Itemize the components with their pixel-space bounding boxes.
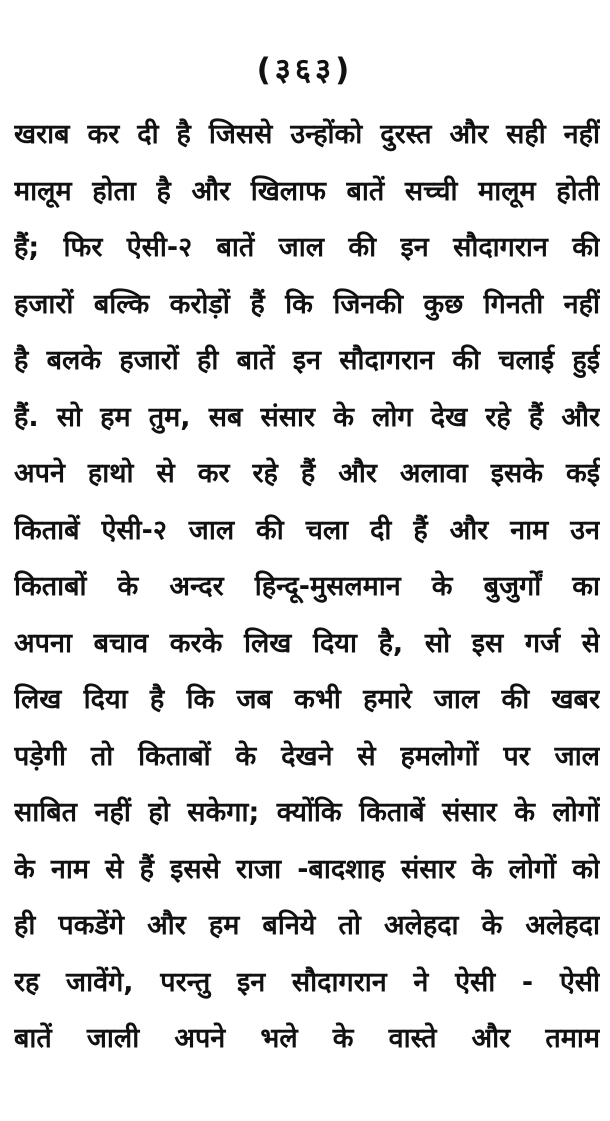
text-line: पड़ेगी तो किताबों के देखने से हमलोगों पर जाल: [14, 740, 600, 772]
text-line: खराब कर दी है जिससे उन्होंको दुरस्त और सही नहीं: [14, 119, 600, 150]
text-line: है बलके हजारों ही बातें इन सौदागरान की चलाई हुई: [14, 345, 600, 376]
text-line: मालूम होता है और खिलाफ बातें सच्ची मालूम होती: [14, 175, 600, 207]
text-line: रह जावेंगे, परन्तु इन सौदागरान ने ऐसी - ऐसी: [14, 966, 600, 998]
text-line: हैं. सो हम तुम, सब संसार के लोग देख रहे हैं और: [14, 401, 600, 433]
body-text: [14, 107, 600, 1068]
text-line: के नाम से हैं इससे राजा -बादशाह संसार के लोगों को: [14, 853, 600, 885]
text-line: अपने हाथो से कर रहे हैं और अलावा इसके कई: [14, 458, 600, 489]
text-line: किताबें ऐसी-२ जाल की चला दी हैं और नाम उन: [14, 514, 600, 546]
text-line: अपना बचाव करके लिख दिया है, सो इस गर्ज से: [14, 627, 600, 659]
text-line: किताबों के अन्दर हिन्दू-मुसलमान के बुजुर्गों का: [14, 571, 600, 602]
page-number: (३६३): [256, 52, 354, 88]
text-line: हैं; फिर ऐसी-२ बातें जाल की इन सौदागरान की: [14, 232, 600, 263]
text-line: साबित नहीं हो सकेगा; क्योंकि किताबें संसार के लोगों: [14, 797, 600, 828]
text-line: ही पकडेंगे और हम बनिये तो अलेहदा के अलेहदा: [14, 910, 600, 941]
text-line: हजारों बल्कि करोड़ों हैं कि जिनकी कुछ गिनती नहीं: [14, 288, 600, 320]
text-line: बातें जाली अपने भले के वास्ते और तमाम: [14, 1023, 600, 1054]
text-line: लिख दिया है कि जब कभी हमारे जाल की खबर: [14, 684, 600, 715]
